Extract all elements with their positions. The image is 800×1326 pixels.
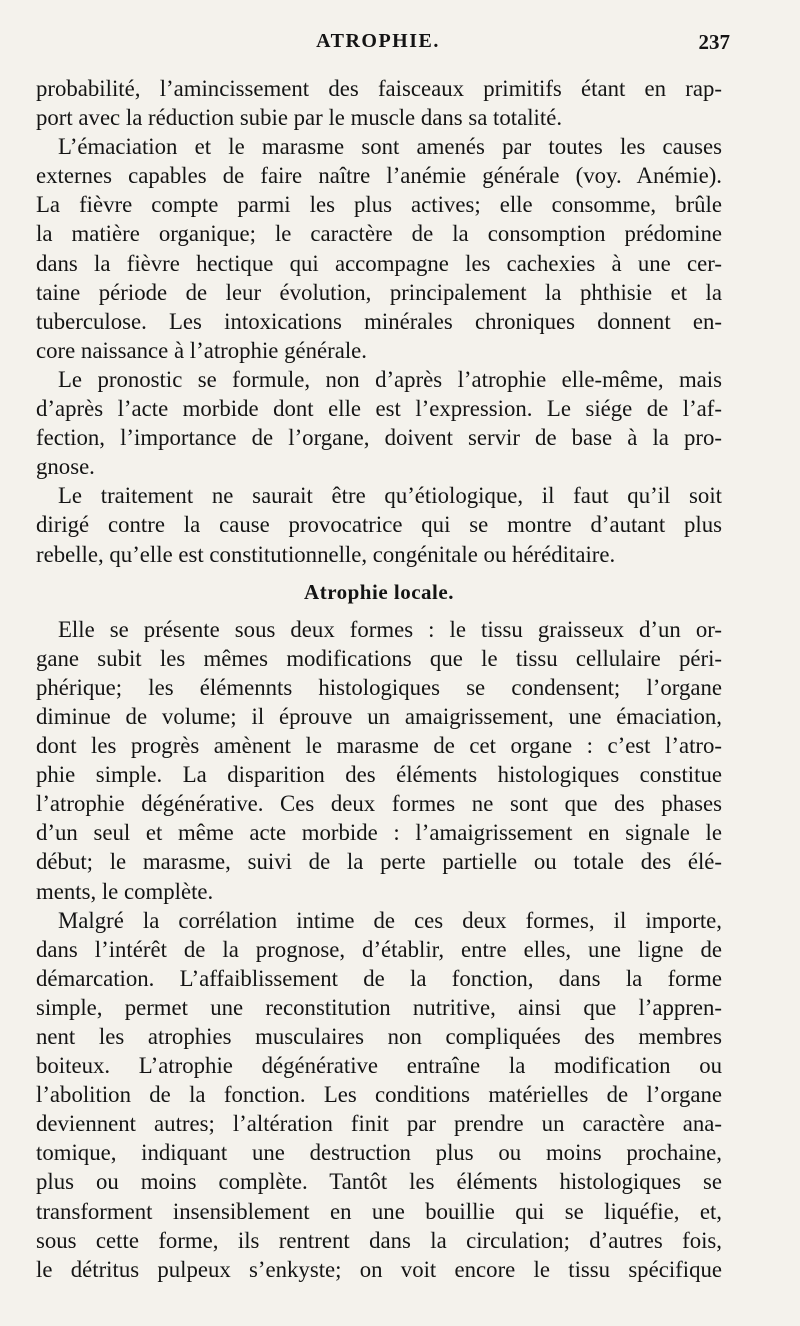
text-line: la matière organique; le caractère de la consomption prédomine	[36, 221, 722, 247]
text-line: d’un seul et même acte morbide : l’amaigrissement en signale le	[36, 820, 722, 846]
text-line: fection, l’importance de l’organe, doivent servir de base à la pro-	[36, 425, 722, 451]
text-line: dans la fièvre hectique qui accompagne les cachexies à une cer-	[36, 250, 722, 276]
text-line: gane subit les mêmes modifications que le tissu cellulaire péri-	[36, 645, 722, 671]
text-line: l’atrophie dégénérative. Ces deux formes ne sont que des phases	[36, 791, 722, 817]
text-line: début; le marasme, suivi de la perte partielle ou totale des élé-	[36, 849, 722, 875]
text-line: Le pronostic se formule, non d’après l’atrophie elle-même, mais	[58, 366, 722, 392]
text-line: transforment insensiblement en une bouillie qui se liquéfie, et,	[36, 1198, 722, 1224]
section-heading: Atrophie locale.	[304, 579, 454, 604]
running-head	[36, 30, 730, 60]
page-number: 237	[698, 30, 730, 54]
body-text	[36, 74, 722, 1284]
text-line: tuberculose. Les intoxications minérales chroniques donnent en-	[36, 308, 722, 334]
text-line: l’abolition de la fonction. Les conditions matérielles de l’organe	[36, 1082, 722, 1108]
text-line: démarcation. L’affaiblissement de la fonction, dans la forme	[36, 965, 722, 991]
text-line: boiteux. L’atrophie dégénérative entraîne la modification ou	[36, 1053, 722, 1079]
text-line: sous cette forme, ils rentrent dans la circulation; d’autres fois,	[36, 1227, 722, 1253]
text-line: dirigé contre la cause provocatrice qui se montre d’autant plus	[36, 512, 722, 538]
text-line: taine période de leur évolution, principalement la phthisie et la	[36, 279, 722, 305]
text-line: tomique, indiquant une destruction plus ou moins prochaine,	[36, 1140, 722, 1166]
text-line: port avec la réduction subie par le muscle dans sa totalité.	[36, 105, 563, 131]
text-line: La fièvre compte parmi les plus actives; elle consomme, brûle	[36, 192, 722, 218]
text-line: dans l’intérêt de la prognose, d’établir, entre elles, une ligne de	[36, 936, 722, 962]
text-line: probabilité, l’amincissement des faisceaux primitifs étant en rap-	[36, 76, 722, 101]
text-line: Malgré la corrélation intime de ces deux formes, il importe,	[58, 907, 722, 933]
text-line: Le traitement ne saurait être qu’étiologique, il faut qu’il soit	[58, 483, 722, 509]
text-line: diminue de volume; il éprouve un amaigrissement, une émaciation,	[36, 703, 722, 729]
text-line: deviennent autres; l’altération finit par prendre un caractère ana-	[36, 1111, 722, 1137]
text-line: simple, permet une reconstitution nutritive, ainsi que l’appren-	[36, 994, 722, 1020]
running-title: ATROPHIE.	[316, 30, 440, 52]
text-line: ments, le complète.	[36, 878, 214, 904]
text-line: d’après l’acte morbide dont elle est l’expression. Le siége de l’af-	[36, 396, 722, 422]
text-line: core naissance à l’atrophie générale.	[36, 337, 368, 363]
text-line: L’émaciation et le marasme sont amenés par toutes les causes	[58, 134, 722, 160]
text-line: nent les atrophies musculaires non compliquées des membres	[36, 1024, 722, 1049]
text-line: phie simple. La disparition des éléments histologiques constitue	[36, 762, 722, 788]
text-line: Elle se présente sous deux formes : le tissu graisseux d’un or-	[58, 616, 722, 642]
text-line: le détritus pulpeux s’enkyste; on voit encore le tissu spécifique	[36, 1256, 722, 1282]
text-line: phérique; les élémennts histologiques se condensent; l’organe	[36, 674, 722, 700]
text-line: rebelle, qu’elle est constitutionnelle, congénitale ou héréditaire.	[36, 541, 616, 567]
text-line: externes capables de faire naître l’anémie générale (voy. Anémie).	[36, 163, 722, 189]
text-line: gnose.	[36, 454, 95, 480]
text-line: dont les progrès amènent le marasme de cet organe : c’est l’atro-	[36, 733, 722, 759]
text-line: plus ou moins complète. Tantôt les éléments histologiques se	[36, 1169, 722, 1195]
